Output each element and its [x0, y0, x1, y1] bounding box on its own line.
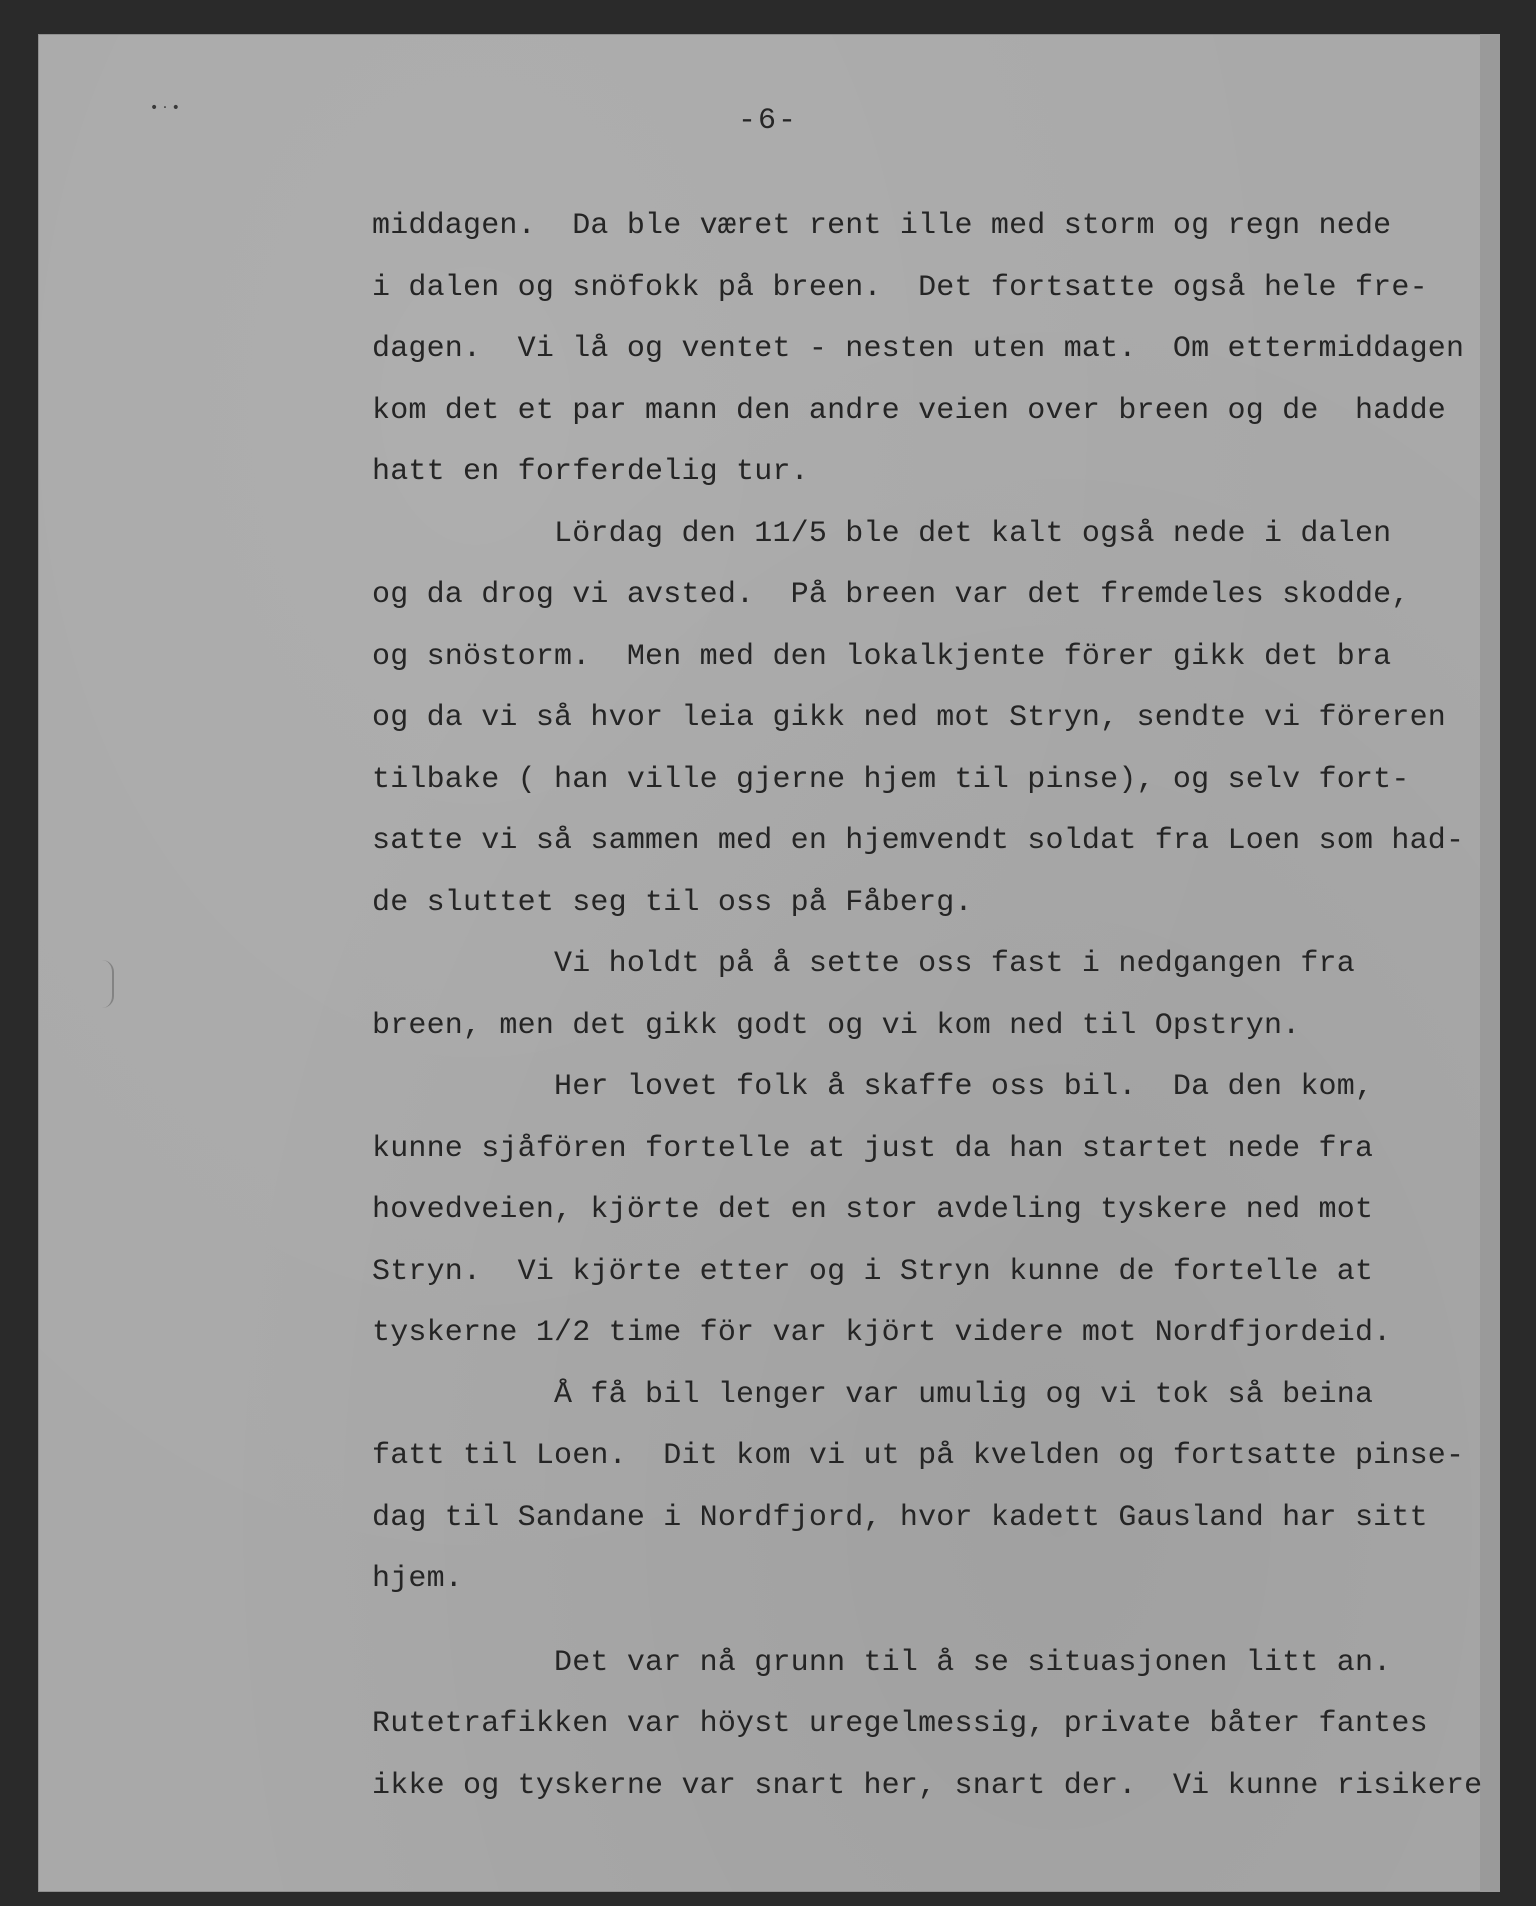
margin-pencil-mark [102, 960, 114, 1008]
text-line: satte vi så sammen med en hjemvendt soldat fra Loen som had- [372, 824, 1465, 858]
text-line: kunne sjåfören fortelle at just da han startet nede fra [372, 1131, 1374, 1166]
text-line: i dalen og snöfokk på breen. Det fortsatte også hele fre- [372, 270, 1428, 305]
page-number: -6- [737, 104, 798, 138]
corner-specks: • · • [150, 100, 180, 116]
text-line: Vi holdt på å sette oss fast i nedgangen fra [372, 947, 1355, 981]
text-line: ikke og tyskerne var snart her, snart der. Vi kunne risikere [372, 1768, 1483, 1803]
text-line: og da drog vi avsted. På breen var det fremdeles skodde, [372, 578, 1410, 612]
text-line: dagen. Vi lå og ventet - nesten uten mat. Om ettermiddagen [372, 332, 1465, 366]
text-line: og da vi så hvor leia gikk ned mot Stryn, sendte vi föreren [372, 701, 1446, 735]
text-line: dag til Sandane i Nordfjord, hvor kadett Gausland har sitt [372, 1500, 1428, 1535]
text-line: og snöstorm. Men med den lokalkjente förer gikk det bra [372, 639, 1392, 674]
typed-text-body [372, 196, 1482, 1817]
paragraph-gap [372, 1611, 1482, 1633]
text-line: Stryn. Vi kjörte etter og i Stryn kunne de fortelle at [372, 1254, 1374, 1289]
text-line: Å få bil lenger var umulig og vi tok så beina [372, 1377, 1374, 1412]
text-line: kom det et par mann den andre veien over breen og de hadde [372, 393, 1446, 428]
text-line: hatt en forferdelig tur. [372, 455, 809, 489]
text-line: Lördag den 11/5 ble det kalt også nede i dalen [372, 516, 1392, 551]
text-line: Det var nå grunn til å se situasjonen litt an. [372, 1645, 1392, 1680]
text-line: tyskerne 1/2 time för var kjört videre mot Nordfjordeid. [372, 1316, 1392, 1350]
text-line: Her lovet folk å skaffe oss bil. Da den kom, [372, 1070, 1374, 1104]
text-line: Rutetrafikken var höyst uregelmessig, private båter fantes [372, 1707, 1428, 1741]
text-line: breen, men det gikk godt og vi kom ned til Opstryn. [372, 1008, 1301, 1043]
text-line: fatt til Loen. Dit kom vi ut på kvelden og fortsatte pinse- [372, 1439, 1465, 1473]
text-line: de sluttet seg til oss på Fåberg. [372, 885, 973, 920]
text-line: hovedveien, kjörte det en stor avdeling tyskere ned mot [372, 1193, 1374, 1227]
page-edge [1480, 34, 1500, 1892]
text-line: tilbake ( han ville gjerne hjem til pinse), og selv fort- [372, 762, 1410, 797]
text-line: middagen. Da ble været rent ille med storm og regn nede [372, 209, 1392, 243]
text-line: hjem. [372, 1562, 464, 1596]
